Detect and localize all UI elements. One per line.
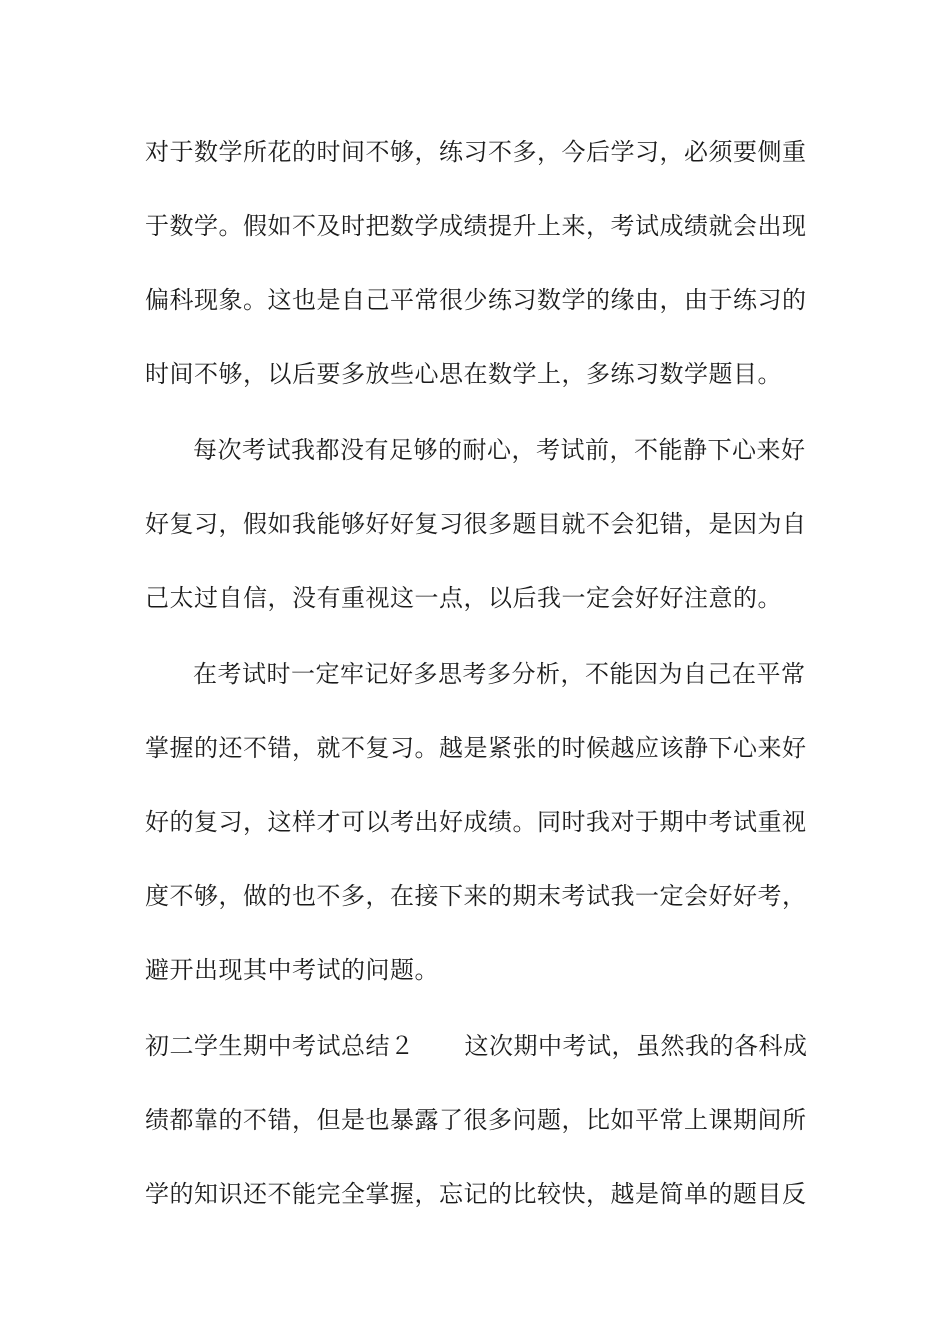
text-line: 偏科现象。这也是自己平常很少练习数学的缘由，由于练习的	[145, 286, 807, 314]
text-line: 于数学。假如不及时把数学成绩提升上来，考试成绩就会出现	[145, 212, 807, 240]
section-first-text: 这次期中考试，虽然我的各科成	[464, 1032, 808, 1060]
text-line: 时间不够，以后要多放些心思在数学上，多练习数学题目。	[145, 360, 782, 388]
paragraph-first-line: 每次考试我都没有足够的耐心，考试前，不能静下心来好	[193, 436, 806, 464]
text-line: 绩都靠的不错，但是也暴露了很多问题，比如平常上课期间所	[145, 1106, 807, 1134]
text-line: 好的复习，这样才可以考出好成绩。同时我对于期中考试重视	[145, 808, 807, 836]
section-title: 初二学生期中考试总结２	[145, 1032, 415, 1060]
text-line: 避开出现其中考试的问题。	[145, 956, 439, 984]
section-heading-line	[145, 1026, 825, 1066]
text-line: 对于数学所花的时间不够，练习不多，今后学习，必须要侧重	[145, 138, 807, 166]
text-line: 度不够，做的也不多，在接下来的期末考试我一定会好好考，	[145, 882, 807, 910]
text-line: 学的知识还不能完全掌握，忘记的比较快，越是简单的题目反	[145, 1180, 807, 1208]
paragraph-first-line: 在考试时一定牢记好多思考多分析，不能因为自己在平常	[193, 660, 806, 688]
text-line: 好复习，假如我能够好好复习很多题目就不会犯错，是因为自	[145, 510, 807, 538]
text-line: 掌握的还不错，就不复习。越是紧张的时候越应该静下心来好	[145, 734, 807, 762]
text-line: 己太过自信，没有重视这一点，以后我一定会好好注意的。	[145, 584, 782, 612]
